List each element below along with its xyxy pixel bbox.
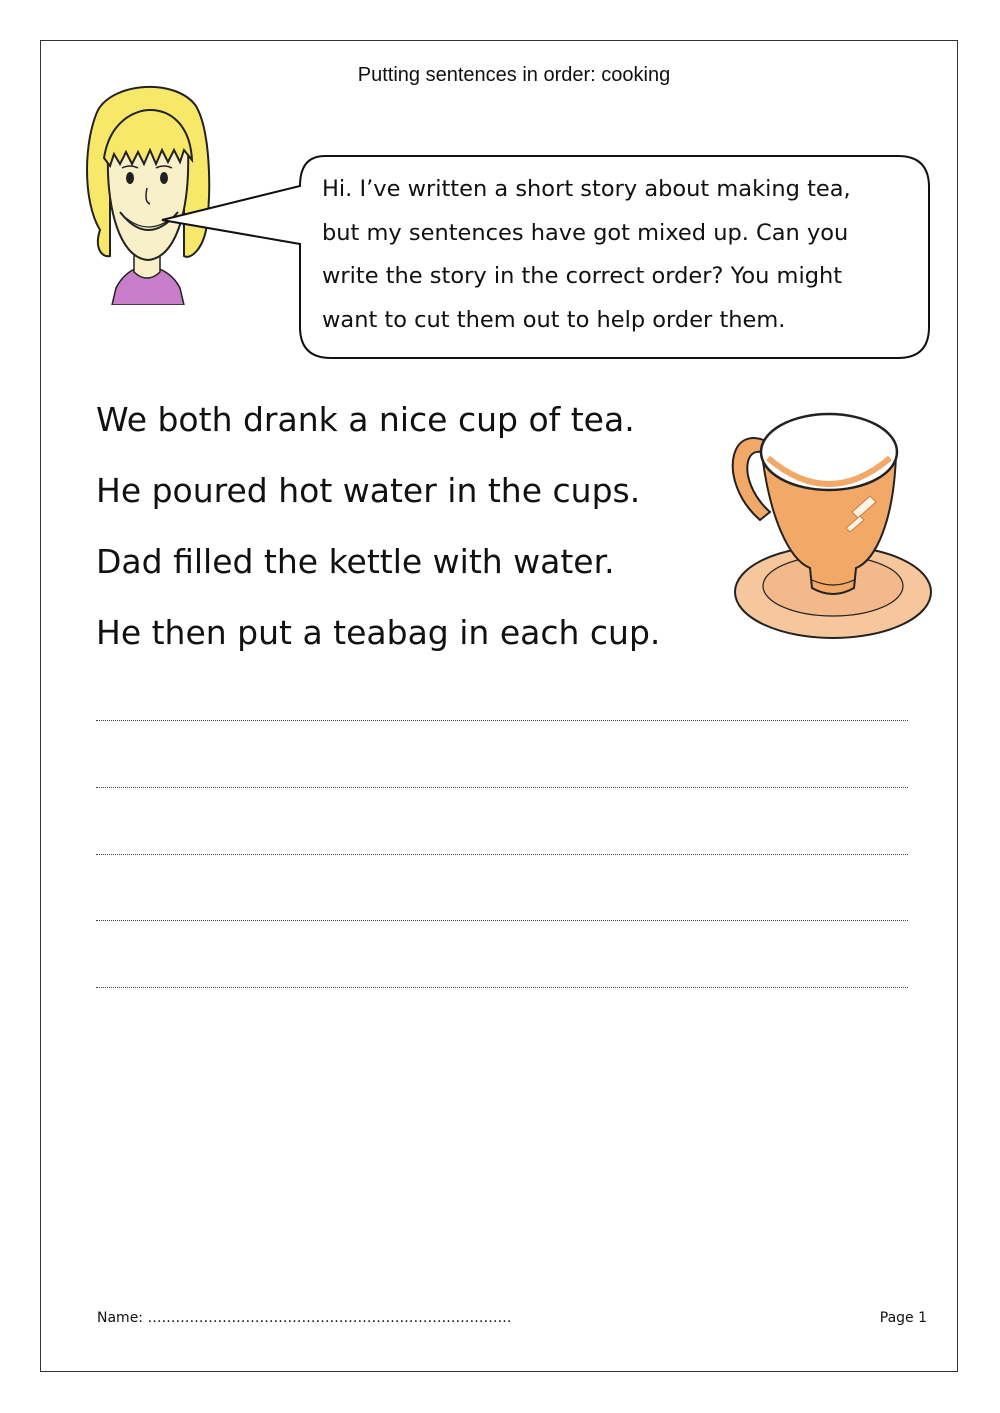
jumbled-sentences <box>96 388 736 672</box>
page-number: Page 1 <box>879 1310 927 1326</box>
sentence-card[interactable]: Dad filled the kettle with water. <box>96 542 615 581</box>
speech-line: Hi. I’ve written a short story about making tea, <box>322 176 851 202</box>
speech-line: write the story in the correct order? You might <box>322 263 843 289</box>
sentence-card[interactable]: He then put a teabag in each cup. <box>96 613 661 652</box>
speech-line: want to cut them out to help order them. <box>322 306 786 333</box>
teacup-illustration-icon <box>720 400 940 652</box>
worksheet-title: Putting sentences in order: cooking <box>357 64 671 86</box>
answer-line[interactable] <box>96 720 908 721</box>
sentence-card[interactable]: We both drank a nice cup of tea. <box>96 400 635 439</box>
answer-line[interactable] <box>96 854 908 855</box>
speech-line: but my sentences have got mixed up. Can you <box>322 219 849 246</box>
speech-bubble-text <box>322 168 922 342</box>
answer-line[interactable] <box>96 920 908 921</box>
name-field[interactable]: Name: …………………………………………………………………… <box>97 1310 512 1326</box>
sentence-card[interactable]: He poured hot water in the cups. <box>96 471 641 510</box>
answer-line[interactable] <box>96 787 908 788</box>
answer-line[interactable] <box>96 987 908 988</box>
